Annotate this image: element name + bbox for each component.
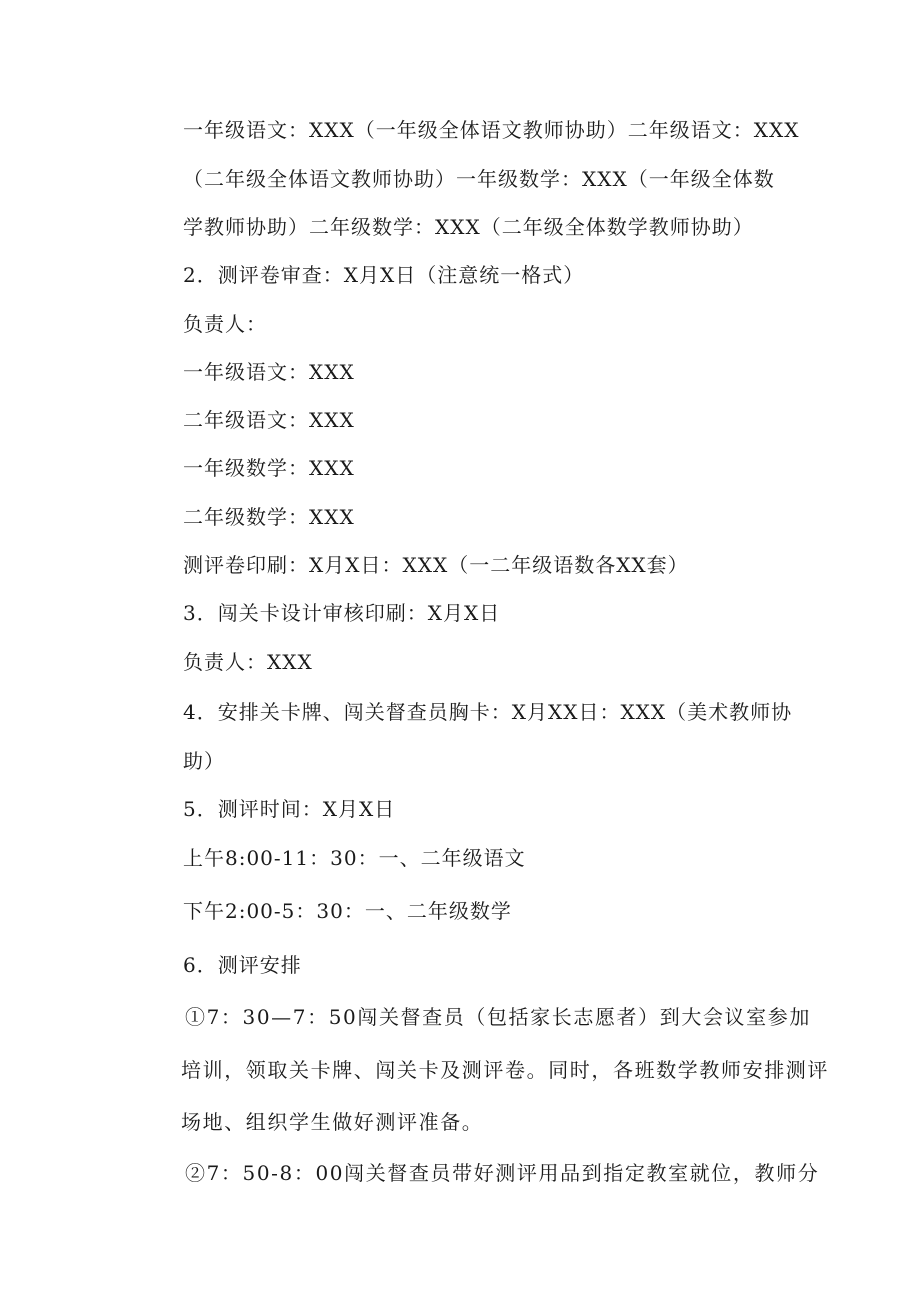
text-line: （二年级全体语文教师协助）一年级数学：XXX（一年级全体数 <box>183 167 775 191</box>
text-line: 一年级语文：XXX <box>183 360 355 384</box>
text-line: 场地、组织学生做好测评准备。 <box>181 1110 484 1134</box>
text-line: 负责人： <box>183 312 267 336</box>
text-line: 学教师协助）二年级数学：XXX（二年级全体数学教师协助） <box>183 215 754 239</box>
section-heading: 2．测评卷审查：X月X日（注意统一格式） <box>183 263 585 287</box>
text-line: 测评卷印刷：X月X日：XXX（一二年级语数各XX套） <box>183 553 689 577</box>
section-heading: 5．测评时间：X月X日 <box>183 797 396 821</box>
text-line: 上午8:00-11：30：一、二年级语文 <box>183 846 526 870</box>
text-line: ②7：50-8：00闯关督查员带好测评用品到指定教室就位，教师分 <box>185 1161 820 1185</box>
section-heading: 3．闯关卡设计审核印刷：X月X日 <box>183 601 501 625</box>
text-line: 一年级数学：XXX <box>183 456 355 480</box>
text-line: 二年级语文：XXX <box>183 408 355 432</box>
section-heading: 4．安排关卡牌、闯关督查员胸卡：X月XX日：XXX（美术教师协 <box>183 700 793 724</box>
text-line: 一年级语文：XXX（一年级全体语文教师协助）二年级语文：XXX <box>183 118 800 142</box>
text-line: 助） <box>183 749 225 773</box>
text-line: ①7：30—7：50闯关督查员（包括家长志愿者）到大会议室参加 <box>185 1005 811 1029</box>
text-line: 培训，领取关卡牌、闯关卡及测评卷。同时，各班数学教师安排测评 <box>181 1058 829 1082</box>
text-line: 二年级数学：XXX <box>183 505 355 529</box>
section-heading: 6．测评安排 <box>183 953 302 977</box>
text-line: 负责人：XXX <box>183 650 313 674</box>
text-line: 下午2:00-5：30：一、二年级数学 <box>183 899 512 923</box>
